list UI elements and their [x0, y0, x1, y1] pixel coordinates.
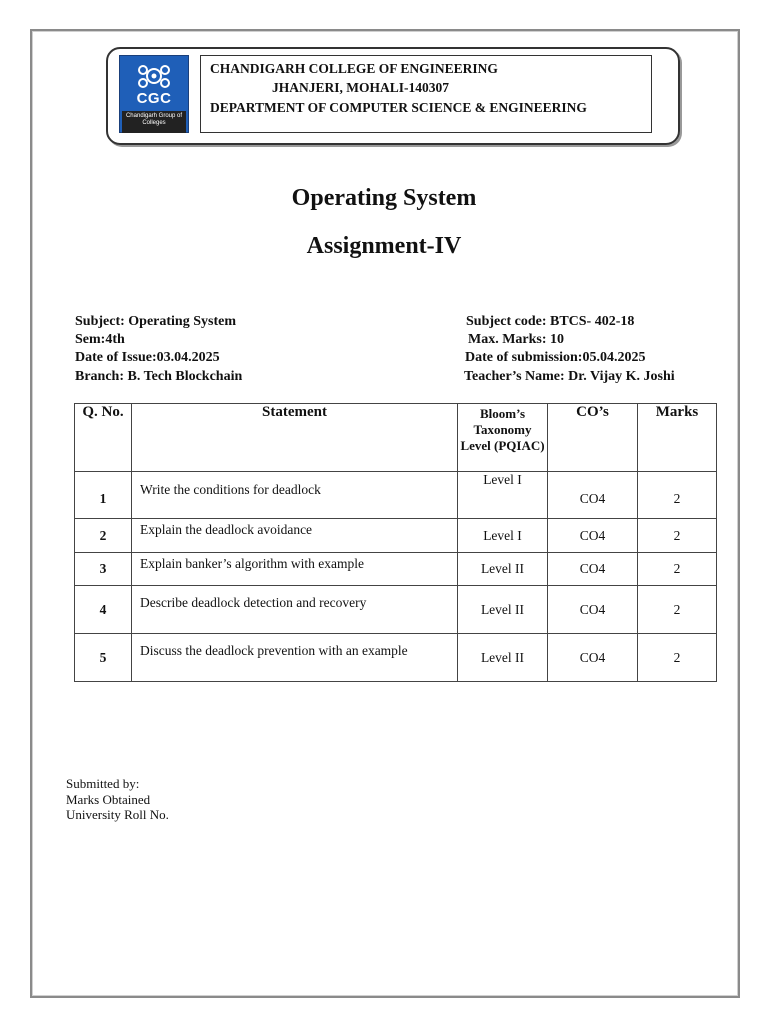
header-bloom: Bloom’s Taxonomy Level (PQIAC) [458, 404, 548, 472]
row-marks: 2 [638, 634, 717, 682]
meta-date-submission: Date of submission:05.04.2025 [465, 350, 646, 365]
meta-subject: Subject: Operating System [75, 314, 236, 329]
row-level: Level II [458, 586, 548, 634]
header-qno: Q. No. [75, 404, 132, 472]
row-statement: Discuss the deadlock prevention with an example [132, 634, 458, 682]
row-marks: 2 [638, 519, 717, 553]
row-marks: 2 [638, 472, 717, 519]
header-marks: Marks [638, 404, 717, 472]
document-title: Operating System [291, 185, 477, 211]
row-co: CO4 [548, 553, 638, 586]
college-address: JHANJERI, MOHALI-140307 [272, 80, 450, 95]
table-row [75, 472, 717, 519]
row-qno: 2 [75, 519, 132, 553]
row-level: Level I [458, 472, 548, 519]
logo-subtitle: Chandigarh Group of Colleges [122, 111, 186, 133]
document-subtitle: Assignment-IV [306, 233, 462, 259]
table-row [75, 586, 717, 634]
row-statement: Explain the deadlock avoidance [132, 519, 458, 553]
college-logo [119, 55, 189, 133]
row-co: CO4 [548, 586, 638, 634]
table-header-row [75, 404, 717, 472]
meta-max-marks: Max. Marks: 10 [468, 332, 565, 347]
meta-sem: Sem:4th [75, 332, 125, 347]
footer-submitted-by: Submitted by: [66, 776, 140, 791]
row-statement: Describe deadlock detection and recovery [132, 586, 458, 634]
table-row [75, 519, 717, 553]
row-level: Level II [458, 634, 548, 682]
row-level: Level II [458, 553, 548, 586]
logo-text: CGC [136, 90, 172, 107]
row-marks: 2 [638, 553, 717, 586]
footer-roll-no: University Roll No. [66, 807, 169, 822]
row-qno: 4 [75, 586, 132, 634]
row-marks: 2 [638, 586, 717, 634]
footer-block [66, 776, 169, 823]
meta-date-issue: Date of Issue:03.04.2025 [75, 350, 220, 365]
row-co: CO4 [548, 519, 638, 553]
row-qno: 3 [75, 553, 132, 586]
meta-branch: Branch: B. Tech Blockchain [75, 369, 243, 384]
footer-marks-obtained: Marks Obtained [66, 791, 151, 807]
row-qno: 1 [75, 472, 132, 519]
meta-teacher: Teacher’s Name: Dr. Vijay K. Joshi [464, 369, 675, 384]
college-name: CHANDIGARH COLLEGE OF ENGINEERING [210, 61, 498, 76]
row-co: CO4 [548, 634, 638, 682]
row-co: CO4 [548, 472, 638, 519]
questions-table [74, 403, 717, 682]
logo-emblem-icon [133, 62, 175, 90]
header-statement: Statement [132, 404, 458, 472]
row-level: Level I [458, 519, 548, 553]
meta-subject-code: Subject code: BTCS- 402-18 [466, 314, 635, 329]
row-statement: Explain banker’s algorithm with example [132, 553, 458, 586]
header-cos: CO’s [548, 404, 638, 472]
table-row [75, 634, 717, 682]
table-row [75, 553, 717, 586]
row-qno: 5 [75, 634, 132, 682]
department-name: DEPARTMENT OF COMPUTER SCIENCE & ENGINEERING [210, 100, 587, 115]
row-statement: Write the conditions for deadlock [132, 472, 458, 519]
